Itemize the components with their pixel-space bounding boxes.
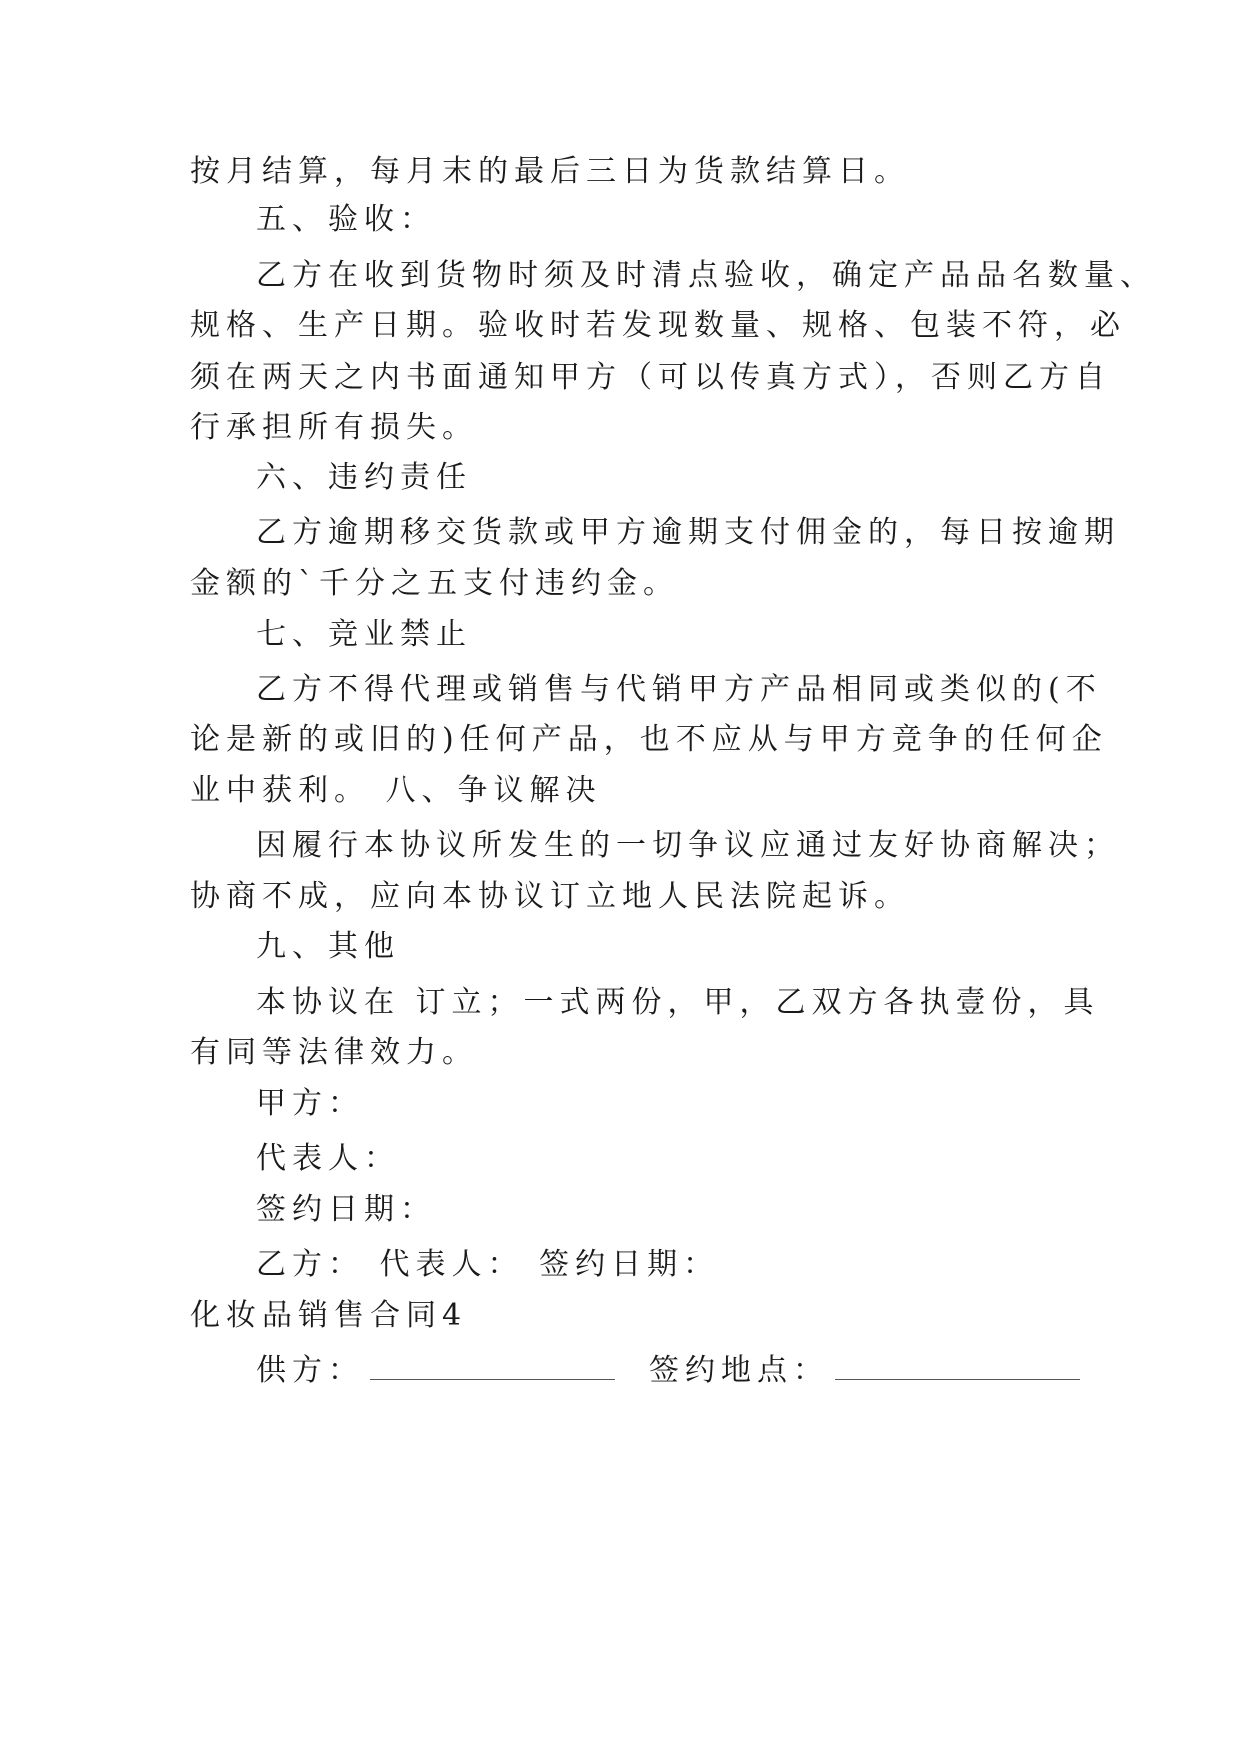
paragraph-line: 业中获利。 八、争议解决 — [190, 773, 602, 808]
contract-title: 化妆品销售合同4 — [190, 1298, 468, 1333]
section-heading: 七、竞业禁止 — [256, 617, 472, 652]
paragraph-line: 有同等法律效力。 — [190, 1035, 478, 1070]
supplier-location-line — [256, 1351, 1080, 1391]
supplier-blank — [370, 1351, 615, 1380]
section-heading: 九、其他 — [256, 929, 400, 964]
paragraph-line: 行承担所有损失。 — [190, 410, 478, 445]
paragraph-line: 乙方在收到货物时须及时清点验收，确定产品品名数量、 — [256, 258, 1156, 293]
signature-representative: 代表人： — [256, 1141, 400, 1176]
paragraph-line: 乙方不得代理或销售与代销甲方产品相同或类似的(不 — [256, 672, 1102, 707]
paragraph-line: 金额的`千分之五支付违约金。 — [190, 566, 679, 601]
paragraph-line: 规格、生产日期。验收时若发现数量、规格、包装不符，必 — [190, 308, 1126, 343]
section-heading: 六、违约责任 — [256, 460, 472, 495]
paragraph-line: 乙方逾期移交货款或甲方逾期支付佣金的，每日按逾期 — [256, 515, 1120, 550]
location-label: 签约地点： — [649, 1353, 829, 1388]
signature-party-b: 乙方： 代表人： 签约日期： — [256, 1247, 720, 1282]
paragraph-line: 本协议在 订立；一式两份，甲，乙双方各执壹份，具 — [256, 985, 1100, 1020]
section-heading: 五、验收： — [256, 202, 436, 237]
paragraph-line: 因履行本协议所发生的一切争议应通过友好协商解决； — [256, 828, 1120, 863]
paragraph-line: 按月结算，每月末的最后三日为货款结算日。 — [190, 154, 910, 189]
paragraph-line: 论是新的或旧的)任何产品，也不应从与甲方竞争的任何企 — [190, 722, 1108, 757]
paragraph-line: 须在两天之内书面通知甲方（可以传真方式），否则乙方自 — [190, 360, 1111, 395]
location-blank — [835, 1351, 1080, 1380]
paragraph-line: 协商不成，应向本协议订立地人民法院起诉。 — [190, 879, 910, 914]
signature-party-a: 甲方： — [256, 1086, 364, 1121]
signature-date: 签约日期： — [256, 1192, 436, 1227]
supplier-label: 供方： — [256, 1353, 364, 1388]
